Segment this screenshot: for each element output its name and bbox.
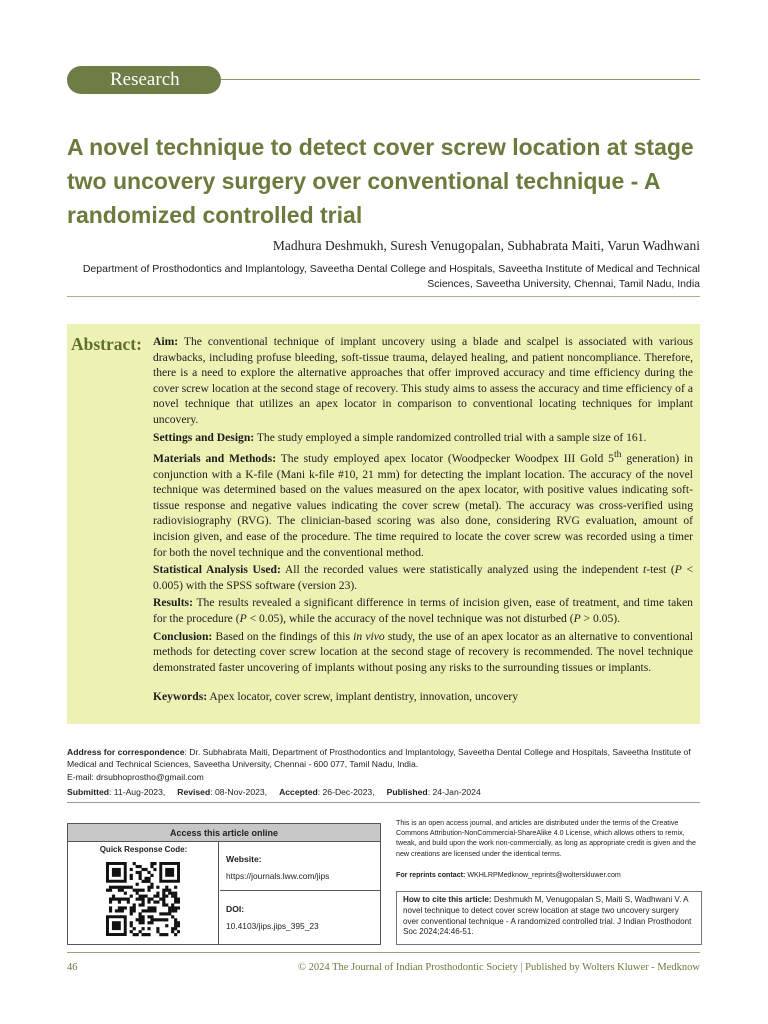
download-watermark — [1, 178, 37, 698]
affiliation: Department of Prosthodontics and Implantology, Saveetha Dental College and Hospitals, Saveetha Institute of Medical and Technical Sciences, Saveetha University, Chennai, Tamil Nadu, India — [82, 263, 700, 290]
reprints-label: For reprints contact: — [396, 871, 466, 879]
abstract-conclusion — [153, 629, 693, 676]
qr-code-icon[interactable] — [106, 862, 180, 938]
keywords-text: Apex locator, cover screw, implant dentistry, innovation, uncovery — [209, 690, 519, 704]
aim-label: Aim: — [153, 335, 179, 348]
results-label: Results: — [153, 596, 193, 610]
results-text-2: < 0.05), while the accuracy of the novel technique was not disturbed ( — [246, 611, 574, 625]
conclusion-text-2: study, the use of an apex locator as an alternative to conventional methods for detecting cover screw location at the second stage of recovery is recommended. The novel technique demonstrated faster uncovering of implants without posing any risks to the surrounding tissues or implants. — [153, 629, 693, 674]
footer-text: © 2024 The Journal of Indian Prosthodontic Society | Published by Wolters Kluwer - Medknow — [298, 962, 700, 973]
section-header — [67, 66, 700, 94]
cite-text: Deshmukh M, Venugopalan S, Maiti S, Wadhwani V. A novel technique to detect cover screw location at stage two uncovery surgery over conventional technique - A randomized controlled trial. J Indian Prosthodont Soc 2024;24:46-51. — [403, 895, 692, 937]
abstract-results — [153, 595, 693, 626]
stats-p: P — [674, 563, 682, 577]
aim-text: The conventional technique of implant uncovery using a blade and scalpel is associated with various drawbacks, including profuse bleeding, soft-tissue trauma, delayed healing, and patient noncompliance. Therefore, there is a need to explore the alternative approaches that offer improved accuracy and time efficiency during the cover screw location at the second stage of recovery. This study aims to assess the accuracy and time efficiency of a novel technique that utilizes an apex locator in comparison to conventional locating techniques for implant uncovery. — [153, 335, 693, 426]
abstract-box — [67, 324, 700, 724]
abstract-aim — [153, 334, 693, 428]
keywords-label: Keywords: — [153, 690, 208, 704]
results-text-3: > 0.05). — [580, 611, 621, 625]
citation-box — [396, 891, 702, 945]
stats-t: t — [642, 563, 647, 577]
qr-column — [68, 842, 219, 944]
conclusion-label: Conclusion: — [153, 629, 213, 643]
abstract-stats — [153, 562, 693, 593]
abstract-methods — [153, 447, 693, 560]
access-header: Access this article online — [68, 824, 380, 842]
doi-link[interactable]: 10.4103/jips.jips_395_23 — [226, 921, 319, 931]
website-link[interactable]: https://journals.lww.com/jips — [226, 871, 330, 881]
abstract-keywords — [153, 689, 693, 705]
article-dates — [67, 786, 481, 798]
access-online-box — [67, 823, 381, 945]
stats-text-3: < 0.005) with the SPSS software (version 23). — [153, 563, 693, 592]
results-p1: P — [239, 611, 247, 625]
abstract-settings — [153, 430, 693, 446]
correspondence-label: Address for correspondence — [67, 747, 185, 757]
section-divider — [221, 79, 700, 80]
conclusion-invivo: in vivo — [353, 629, 385, 643]
website-divider — [220, 890, 380, 891]
submitted-date: : 11-Aug-2023, — [109, 787, 166, 797]
correspondence — [67, 746, 700, 783]
cite-label: How to cite this article: — [403, 895, 492, 904]
correspondence-text: : Dr. Subhabrata Maiti, Department of Prosthodontics and Implantology, Saveetha Dental College and Hospitals, Saveetha Institute of Medical and Technical Sciences, Saveetha University, Chennai - 600 077, Tamil Nadu, India. — [67, 747, 691, 770]
revised-date: : 08-Nov-2023, — [210, 787, 268, 797]
results-text: The results revealed a significant difference in terms of incision given, ease of treatment, and time taken for the procedure ( — [153, 596, 693, 625]
conclusion-text: Based on the findings of this — [215, 629, 354, 643]
published-date: : 24-Jan-2024 — [427, 787, 481, 797]
abstract-label: Abstract: — [71, 334, 142, 354]
abstract-body — [153, 334, 693, 707]
settings-label: Settings and Design: — [153, 430, 255, 444]
qr-code-graphic — [106, 862, 180, 938]
stats-text-2: -test ( — [646, 563, 675, 577]
section-label: Research — [67, 66, 221, 94]
reprints-email[interactable]: WKHLRPMedknow_reprints@wolterskluwer.com — [465, 871, 621, 879]
methods-text: The study employed apex locator (Woodpecker Woodpex III Gold 5 — [280, 452, 614, 466]
published-label: Published — [386, 787, 428, 797]
stats-label: Statistical Analysis Used: — [153, 563, 281, 577]
footer-rule — [67, 952, 700, 953]
author-list: Madhura Deshmukh, Suresh Venugopalan, Subhabrata Maiti, Varun Wadhwani — [272, 238, 700, 253]
page-number: 46 — [67, 962, 78, 973]
accepted-label: Accepted — [279, 787, 318, 797]
article-title: A novel technique to detect cover screw location at stage two uncovery surgery over conventional technique - A randomized controlled trial — [67, 134, 694, 228]
methods-text-continued: generation) in conjunction with a K-file (Mani k-file #10, 21 mm) for detecting the implant location. The accuracy of the novel technique was determined based on the values measured on the apex locator, with positive values indicating soft-tissue response and negative values indicating the cover screw (metal). The accuracy was cross-verified using radiovisiography (RVG). The clinician-based scoring was also done, considering RVG evaluation, amount of incision given, and ease of the procedure. The time required to locate the cover screw was recorded using a timer for both the novel technique and the conventional method. — [153, 452, 694, 559]
qr-label: Quick Response Code: — [99, 845, 188, 854]
stats-text: All the recorded values were statistically analyzed using the independent — [284, 563, 643, 577]
doi-label: DOI: — [226, 904, 245, 914]
methods-superscript: th — [613, 449, 622, 461]
settings-text: The study employed a simple randomized controlled trial with a sample size of 161. — [256, 430, 647, 444]
submitted-label: Submitted — [67, 787, 110, 797]
dates-rule — [67, 802, 700, 803]
website-column — [220, 842, 380, 944]
accepted-date: : 26-Dec-2023, — [317, 787, 375, 797]
reprints-contact — [396, 871, 702, 879]
header-rule — [67, 296, 700, 297]
website-label: Website: — [226, 854, 262, 864]
revised-label: Revised — [177, 787, 211, 797]
methods-label: Materials and Methods: — [153, 452, 277, 466]
download-note-text — [0, 178, 1, 698]
results-p2: P — [573, 611, 581, 625]
correspondence-email[interactable]: E-mail: drsubhoprostho@gmail.com — [67, 771, 204, 782]
license-text: This is an open access journal, and articles are distributed under the terms of the Creative Commons Attribution-NonCommercial-ShareAlike 4.0 License, which allows others to remix, tweak, and build upon the work non-commercially, as long as appropriate credit is given and the new creations are licensed under the identical terms. — [396, 819, 696, 858]
